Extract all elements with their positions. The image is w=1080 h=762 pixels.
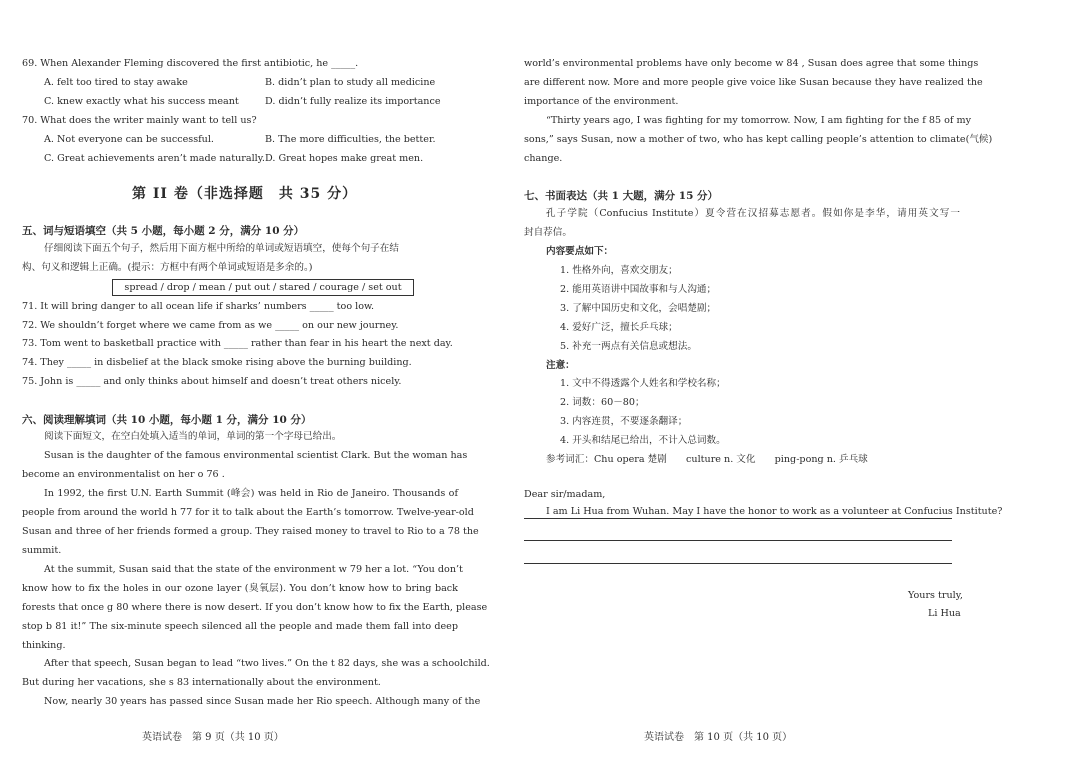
page-footer: 英语试卷 第 9 页（共 10 页）	[142, 732, 284, 743]
section-5-instructions-2: 构、句义和逻辑上正确。(提示：方框中有两个单词或短语是多余的。)	[22, 262, 313, 273]
q69-option-d: D. didn’t fully realize its importance	[265, 96, 441, 107]
passage-line: “Thirty years ago, I was fighting for my tomorrow. Now, I am fighting for the f 85 of my	[546, 115, 972, 126]
part-2-title: 第 II 卷（非选择题 共 35 分）	[132, 186, 358, 202]
passage-line: forests that once g 80 where there is now desert. If you don’t know how to fix the Earth, please	[22, 602, 488, 613]
reference-vocabulary: 参考词汇：Chu opera 楚剧 culture n. 文化 ping-pong n. 乒乓球	[546, 454, 868, 465]
section-5-instructions-1: 仔细阅读下面五个句子，然后用下面方框中所给的单词或短语填空，使每个句子在结	[44, 243, 399, 254]
writing-line	[524, 518, 952, 519]
word-box: spread / drop / mean / put out / stared / courage / set out	[112, 279, 414, 296]
writing-line	[524, 540, 952, 541]
q70-option-c: C. Great achievements aren’t made naturally.	[44, 153, 265, 164]
section-7-instructions-1: 孔子学院（Confucius Institute）夏令营在汉招募志愿者。假如你是李华，请用英文写一	[546, 208, 960, 219]
writing-line	[524, 563, 952, 564]
passage-line: thinking.	[22, 640, 66, 651]
passage-line: are different now. More and more people give voice like Susan because they have realized the	[524, 77, 983, 88]
section-6-title: 六、阅读理解填词（共 10 小题，每小题 1 分，满分 10 分）	[22, 414, 312, 426]
content-points-title: 内容要点如下：	[546, 246, 614, 257]
note-item: 1. 文中不得透露个人姓名和学校名称；	[560, 378, 726, 389]
q70-option-d: D. Great hopes make great men.	[265, 153, 424, 164]
question-69: 69. When Alexander Fleming discovered the first antibiotic, he _____.	[22, 58, 359, 69]
section-6-instructions: 阅读下面短文，在空白处填入适当的单词，单词的第一个字母已给出。	[44, 431, 342, 442]
letter-signature: Li Hua	[928, 608, 961, 619]
note-item: 4. 开头和结尾已给出，不计入总词数。	[560, 435, 726, 446]
notes-title: 注意：	[546, 360, 575, 371]
content-point: 2. 能用英语讲中国故事和与人沟通；	[560, 284, 717, 295]
content-point: 1. 性格外向，喜欢交朋友；	[560, 265, 678, 276]
passage-line: At the summit, Susan said that the state of the environment w 79 her a lot. “You don’t	[44, 564, 463, 575]
passage-line: change.	[524, 153, 563, 164]
question-71: 71. It will bring danger to all ocean life if sharks’ numbers _____ too low.	[22, 301, 375, 312]
passage-line: summit.	[22, 545, 62, 556]
letter-opening: I am Li Hua from Wuhan. May I have the honor to work as a volunteer at Confucius Institute?	[546, 506, 1003, 517]
q69-option-a: A. felt too tired to stay awake	[44, 77, 188, 88]
question-72: 72. We shouldn’t forget where we came from as we _____ on our new journey.	[22, 320, 399, 331]
section-7-instructions-2: 封自荐信。	[524, 227, 572, 238]
passage-line: But during her vacations, she s 83 internationally about the environment.	[22, 677, 381, 688]
passage-line: sons,” says Susan, now a mother of two, who has kept calling people’s attention to climate(气候)	[524, 134, 993, 145]
content-point: 5. 补充一两点有关信息或想法。	[560, 341, 697, 352]
note-item: 3. 内容连贯，不要逐条翻译；	[560, 416, 688, 427]
q69-option-b: B. didn’t plan to study all medicine	[265, 77, 436, 88]
passage-line: After that speech, Susan began to lead “two lives.” On the t 82 days, she was a schoolchild.	[44, 658, 490, 669]
passage-line: people from around the world h 77 for it to talk about the Earth’s tomorrow. Twelve-year-old	[22, 507, 474, 518]
q69-option-c: C. knew exactly what his success meant	[44, 96, 239, 107]
passage-line: know how to fix the holes in our ozone layer (臭氧层). You don’t know how to bring back	[22, 583, 458, 594]
q70-option-a: A. Not everyone can be successful.	[44, 134, 214, 145]
passage-line: Now, nearly 30 years has passed since Susan made her Rio speech. Although many of the	[44, 696, 481, 707]
section-7-title: 七、书面表达（共 1 大题，满分 15 分）	[524, 190, 719, 202]
question-75: 75. John is _____ and only thinks about himself and doesn’t treat others nicely.	[22, 376, 402, 387]
passage-line: Susan is the daughter of the famous environmental scientist Clark. But the woman has	[44, 450, 468, 461]
letter-greeting: Dear sir/madam,	[524, 489, 606, 500]
question-74: 74. They _____ in disbelief at the black smoke rising above the burning building.	[22, 357, 412, 368]
passage-line: world’s environmental problems have only become w 84 , Susan does agree that some things	[524, 58, 979, 69]
passage-line: In 1992, the first U.N. Earth Summit (峰会) was held in Rio de Janeiro. Thousands of	[44, 488, 458, 499]
passage-line: become an environmentalist on her o 76 .	[22, 469, 225, 480]
content-point: 3. 了解中国历史和文化，会唱楚剧；	[560, 303, 717, 314]
question-73: 73. Tom went to basketball practice with _____ rather than fear in his heart the next day.	[22, 338, 453, 349]
page-footer: 英语试卷 第 10 页（共 10 页）	[644, 732, 793, 743]
letter-closing: Yours truly,	[908, 590, 963, 601]
content-point: 4. 爱好广泛，擅长乒乓球；	[560, 322, 678, 333]
passage-line: stop b 81 it!” The six-minute speech silenced all the people and made them fall into deep	[22, 621, 458, 632]
passage-line: importance of the environment.	[524, 96, 679, 107]
section-5-title: 五、词与短语填空（共 5 小题，每小题 2 分，满分 10 分）	[22, 225, 305, 237]
question-70: 70. What does the writer mainly want to tell us?	[22, 115, 257, 126]
q70-option-b: B. The more difficulties, the better.	[265, 134, 436, 145]
passage-line: Susan and three of her friends formed a group. They raised money to travel to Rio to a 78 the	[22, 526, 479, 537]
note-item: 2. 词数：60－80；	[560, 397, 645, 408]
